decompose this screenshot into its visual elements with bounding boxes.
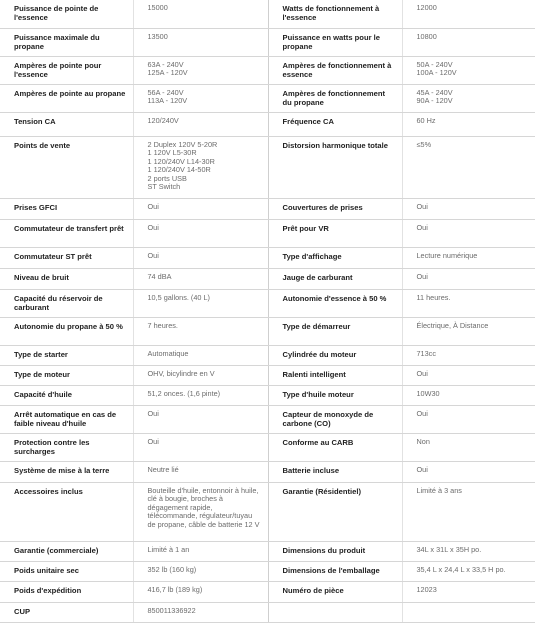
spec-label-text: Watts de fonctionnement à l'essence <box>282 4 380 22</box>
spec-value <box>133 112 268 136</box>
spec-label <box>0 581 133 602</box>
spec-value <box>133 56 268 84</box>
spec-value <box>133 602 268 622</box>
table-row <box>0 602 535 622</box>
table-row <box>0 219 535 247</box>
spec-value-text: OHV, bicylindre en V <box>147 368 215 378</box>
spec-label <box>268 56 402 84</box>
spec-label-text: Puissance maximale du propane <box>14 32 100 51</box>
spec-label <box>268 247 402 268</box>
spec-value-text: 10800 <box>416 31 437 41</box>
spec-value-text: Oui <box>416 201 428 211</box>
spec-value <box>402 602 535 622</box>
spec-label <box>0 56 133 84</box>
spec-label-text: Jauge de carburant <box>282 272 353 282</box>
spec-label-text: Dimensions du produit <box>282 545 366 555</box>
spec-value-text: 2 Duplex 120V 5-20R 1 120V L5-30R 1 120/240V L14-30R 1 120/240V 14-50R 2 ports USB ST Switch <box>147 139 218 192</box>
spec-label <box>0 136 133 198</box>
spec-value <box>133 365 268 385</box>
spec-value-text: Oui <box>416 368 428 378</box>
spec-label-text: Tension CA <box>14 116 56 126</box>
spec-label <box>268 345 402 365</box>
spec-label-text: Capteur de monoxyde de carbone (CO) <box>282 409 374 428</box>
spec-value-text: Neutre lié <box>147 464 179 474</box>
spec-value-text: Lecture numérique <box>416 250 478 260</box>
spec-label <box>268 365 402 385</box>
spec-label-text: Conforme au CARB <box>282 437 354 447</box>
spec-value-text: 11 heures. <box>416 292 451 302</box>
spec-value <box>133 198 268 219</box>
spec-value <box>402 198 535 219</box>
spec-label-text: Type de moteur <box>14 369 70 379</box>
spec-label-text: Numéro de pièce <box>282 585 344 595</box>
spec-value <box>402 247 535 268</box>
spec-value-text: 12000 <box>416 3 437 12</box>
spec-value-text: 15000 <box>147 3 168 12</box>
spec-value <box>402 56 535 84</box>
spec-label-text: Ampères de pointe pour l'essence <box>14 60 102 79</box>
spec-label <box>0 482 133 541</box>
spec-label <box>268 317 402 345</box>
spec-value <box>133 405 268 433</box>
spec-label <box>268 602 402 622</box>
spec-value <box>402 461 535 482</box>
table-row <box>0 56 535 84</box>
spec-label-text: Type d'affichage <box>282 251 342 261</box>
spec-label-text: Prêt pour VR <box>282 223 329 233</box>
spec-value-text: 34L x 31L x 35H po. <box>416 544 482 554</box>
spec-value-text: Limité à 3 ans <box>416 485 462 495</box>
spec-value <box>402 541 535 561</box>
spec-value <box>402 219 535 247</box>
spec-value-text: Limité à 1 an <box>147 544 190 554</box>
table-row <box>0 84 535 112</box>
table-row <box>0 405 535 433</box>
spec-value <box>133 482 268 541</box>
table-row <box>0 561 535 581</box>
spec-value-text: 10W30 <box>416 388 440 398</box>
spec-value <box>402 365 535 385</box>
spec-label-text: Ampères de pointe au propane <box>14 88 126 98</box>
table-row <box>0 198 535 219</box>
spec-label-text: Système de mise à la terre <box>14 465 110 475</box>
spec-label-text: Ralenti intelligent <box>282 369 346 379</box>
spec-label <box>0 317 133 345</box>
spec-label <box>0 268 133 289</box>
spec-label-text: Garantie (Résidentiel) <box>282 486 361 496</box>
spec-value <box>133 561 268 581</box>
spec-label <box>0 247 133 268</box>
spec-value-text: ≤5% <box>416 139 432 149</box>
spec-value <box>402 268 535 289</box>
spec-label-text: Accessoires inclus <box>14 486 83 496</box>
spec-label-text: Distorsion harmonique totale <box>282 140 388 150</box>
spec-label <box>268 385 402 405</box>
spec-value-text: Oui <box>147 408 159 418</box>
spec-label-text: Type de démarreur <box>282 321 351 331</box>
spec-label <box>0 433 133 461</box>
spec-value <box>133 541 268 561</box>
spec-label <box>268 541 402 561</box>
spec-value <box>402 385 535 405</box>
spec-value-text: 74 dBA <box>147 271 172 281</box>
spec-value <box>133 0 268 28</box>
spec-value <box>402 136 535 198</box>
spec-value-text: 120/240V <box>147 115 179 125</box>
spec-label-text: Dimensions de l'emballage <box>282 565 380 575</box>
spec-label <box>268 0 402 28</box>
table-row <box>0 345 535 365</box>
spec-value-text: 63A - 240V 125A - 120V <box>147 59 188 78</box>
spec-label <box>0 405 133 433</box>
table-row <box>0 317 535 345</box>
spec-label <box>268 581 402 602</box>
spec-label <box>0 561 133 581</box>
table-row <box>0 268 535 289</box>
spec-value <box>402 482 535 541</box>
spec-value-text: Oui <box>147 201 159 211</box>
spec-value <box>133 581 268 602</box>
spec-value-text: Oui <box>416 271 428 281</box>
spec-value-text: Oui <box>147 436 159 446</box>
spec-label <box>268 289 402 317</box>
table-row <box>0 136 535 198</box>
spec-value <box>402 581 535 602</box>
spec-label-text: Prises GFCI <box>14 202 58 212</box>
spec-value <box>402 0 535 28</box>
table-row <box>0 112 535 136</box>
spec-value-text: Automatique <box>147 348 189 358</box>
spec-label <box>268 433 402 461</box>
spec-label-text: Ampères de fonctionnement du propane <box>282 88 386 107</box>
spec-label-text: Cylindrée du moteur <box>282 349 357 359</box>
table-row <box>0 541 535 561</box>
spec-label-text: Puissance en watts pour le propane <box>282 32 380 51</box>
spec-label-text: Autonomie d'essence à 50 % <box>282 293 387 303</box>
spec-label <box>268 28 402 56</box>
spec-label-text: Ampères de fonctionnement à essence <box>282 60 392 79</box>
spec-value <box>133 461 268 482</box>
spec-value <box>402 405 535 433</box>
spec-label-text: Poids unitaire sec <box>14 565 79 575</box>
spec-label-text: Fréquence CA <box>282 116 334 126</box>
spec-label <box>0 602 133 622</box>
spec-label-text: Points de vente <box>14 140 71 150</box>
table-row <box>0 247 535 268</box>
spec-label-text: Niveau de bruit <box>14 272 69 282</box>
spec-value <box>402 84 535 112</box>
spec-label <box>0 198 133 219</box>
spec-value <box>133 247 268 268</box>
spec-label <box>0 385 133 405</box>
spec-label-text: Commutateur de transfert prêt <box>14 223 124 233</box>
spec-value <box>402 317 535 345</box>
spec-label <box>0 84 133 112</box>
spec-value <box>133 84 268 112</box>
spec-label <box>0 461 133 482</box>
table-row <box>0 28 535 56</box>
spec-label-text: Garantie (commerciale) <box>14 545 99 555</box>
spec-label-text: Poids d'expédition <box>14 585 82 595</box>
spec-value <box>133 28 268 56</box>
spec-label <box>268 219 402 247</box>
spec-label <box>0 541 133 561</box>
table-row <box>0 482 535 541</box>
spec-value-text: 416,7 lb (189 kg) <box>147 584 203 594</box>
spec-value <box>402 112 535 136</box>
spec-value-text: 850011336922 <box>147 605 196 615</box>
spec-value-text: Oui <box>416 408 428 418</box>
spec-label <box>0 289 133 317</box>
spec-label-text: Puissance de pointe de l'essence <box>14 4 99 22</box>
spec-value <box>133 317 268 345</box>
spec-label <box>268 482 402 541</box>
table-row <box>0 433 535 461</box>
spec-label <box>0 112 133 136</box>
table-row <box>0 385 535 405</box>
spec-value-text: 50A - 240V 100A - 120V <box>416 59 457 78</box>
spec-label <box>268 112 402 136</box>
spec-value-text: Électrique, À Distance <box>416 320 489 330</box>
spec-value-text: 12023 <box>416 584 437 594</box>
spec-value <box>402 345 535 365</box>
spec-value-text: Oui <box>416 222 428 232</box>
spec-label <box>268 561 402 581</box>
spec-label <box>268 268 402 289</box>
spec-value <box>402 289 535 317</box>
spec-value-text: Oui <box>147 250 159 260</box>
spec-value <box>133 268 268 289</box>
spec-value-text: 51,2 onces. (1,6 pinte) <box>147 388 221 398</box>
spec-label-text: Batterie incluse <box>282 465 340 475</box>
table-row <box>0 365 535 385</box>
table-row <box>0 289 535 317</box>
spec-label <box>0 345 133 365</box>
spec-label-text: Capacité d'huile <box>14 389 72 399</box>
spec-value-text: 45A - 240V 90A - 120V <box>416 87 453 106</box>
spec-label-text: Autonomie du propane à 50 % <box>14 321 123 331</box>
spec-label <box>0 28 133 56</box>
spec-label <box>268 405 402 433</box>
spec-value-text: 352 lb (160 kg) <box>147 564 197 574</box>
spec-value-text: 60 Hz <box>416 115 436 125</box>
table-row <box>0 0 535 28</box>
spec-label-text: Capacité du réservoir de carburant <box>14 293 103 312</box>
spec-value-text: 13500 <box>147 31 168 41</box>
table-row <box>0 581 535 602</box>
spec-value <box>402 433 535 461</box>
spec-label-text: Couvertures de prises <box>282 202 363 212</box>
spec-value <box>133 219 268 247</box>
spec-value-text: 56A - 240V 113A - 120V <box>147 87 188 106</box>
spec-value <box>133 345 268 365</box>
spec-label-text: Type de starter <box>14 349 68 359</box>
spec-label-text: Protection contre les surcharges <box>14 437 90 456</box>
spec-value-text: 7 heures. <box>147 320 178 330</box>
spec-label-text: Type d'huile moteur <box>282 389 354 399</box>
spec-value-text: 10,5 gallons. (40 L) <box>147 292 210 302</box>
spec-value <box>133 385 268 405</box>
spec-label <box>0 0 133 28</box>
spec-label <box>268 136 402 198</box>
spec-value <box>402 28 535 56</box>
spec-label <box>268 84 402 112</box>
spec-label-text: Commutateur ST prêt <box>14 251 92 261</box>
spec-value-text: 713cc <box>416 348 436 358</box>
spec-label <box>268 461 402 482</box>
spec-value <box>402 561 535 581</box>
spec-value-text: Oui <box>147 222 159 232</box>
spec-label <box>268 198 402 219</box>
spec-value-text: 35,4 L x 24,4 L x 33,5 H po. <box>416 564 506 574</box>
spec-value-text: Bouteille d'huile, entonnoir à huile, clé à bougie, broches à dégagement rapide, télécommande, régulateur/tuyau de propane, câble de batterie 12 V <box>147 485 260 529</box>
spec-label-text: CUP <box>14 606 31 616</box>
spec-value-text: Non <box>416 436 430 446</box>
spec-label <box>0 219 133 247</box>
spec-value <box>133 289 268 317</box>
spec-value <box>133 136 268 198</box>
spec-value-text: Oui <box>416 464 428 474</box>
spec-label <box>0 365 133 385</box>
spec-value <box>133 433 268 461</box>
table-row <box>0 461 535 482</box>
spec-label-text: Arrêt automatique en cas de faible niveau d'huile <box>14 409 117 428</box>
